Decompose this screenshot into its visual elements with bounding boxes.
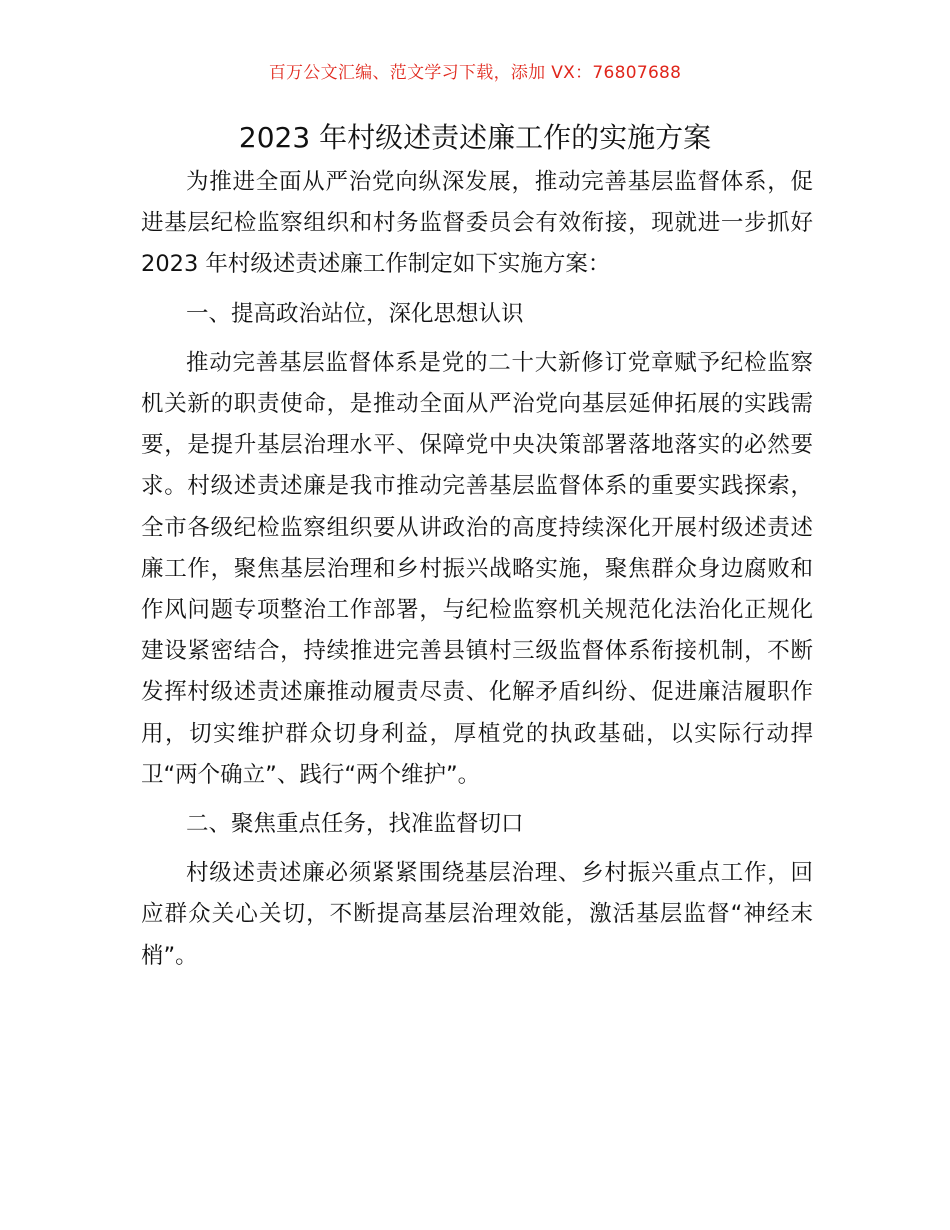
document-title: 2023 年村级述责述廉工作的实施方案 bbox=[238, 121, 712, 154]
section-heading-1: 一、提高政治站位，深化思想认识 bbox=[186, 300, 524, 327]
watermark-notice: 百万公文汇编、范文学习下载，添加 VX：76807688 bbox=[268, 63, 682, 83]
section-heading-2: 二、聚焦重点任务，找准监督切口 bbox=[186, 811, 524, 838]
intro-paragraph: 为推进全面从严治党向纵深发展，推动完善基层监督体系，促进基层纪检监察组织和村务监督委员会有效衔接，现就进一步抓好 2023 年村级述责述廉工作制定如下实施方案： bbox=[141, 169, 813, 278]
section-2-paragraph: 村级述责述廉必须紧紧围绕基层治理、乡村振兴重点工作，回应群众关心关切，不断提高基层治理效能，激活基层监督“神经末梢”。 bbox=[141, 860, 813, 969]
section-1-paragraph: 推动完善基层监督体系是党的二十大新修订党章赋予纪检监察机关新的职责使命，是推动全面从严治党向基层延伸拓展的实践需要，是提升基层治理水平、保障党中央决策部署落地落实的必然要求。村级述责述廉是我市推动完善基层监督体系的重要实践探索，全市各级纪检监察组织要从讲政治的高度持续深化开展村级述责述廉工作，聚焦基层治理和乡村振兴战略实施，聚焦群众身边腐败和作风问题专项整治工作部署，与纪检监察机关规范化法治化正规化建设紧密结合，持续推进完善县镇村三级监督体系衔接机制，不断发挥村级述责述廉推动履责尽责、化解矛盾纠纷、促进廉洁履职作用，切实维护群众切身利益，厚植党的执政基础，以实际行动捍卫“两个确立”、践行“两个维护”。 bbox=[141, 349, 813, 788]
document-body bbox=[141, 162, 813, 977]
